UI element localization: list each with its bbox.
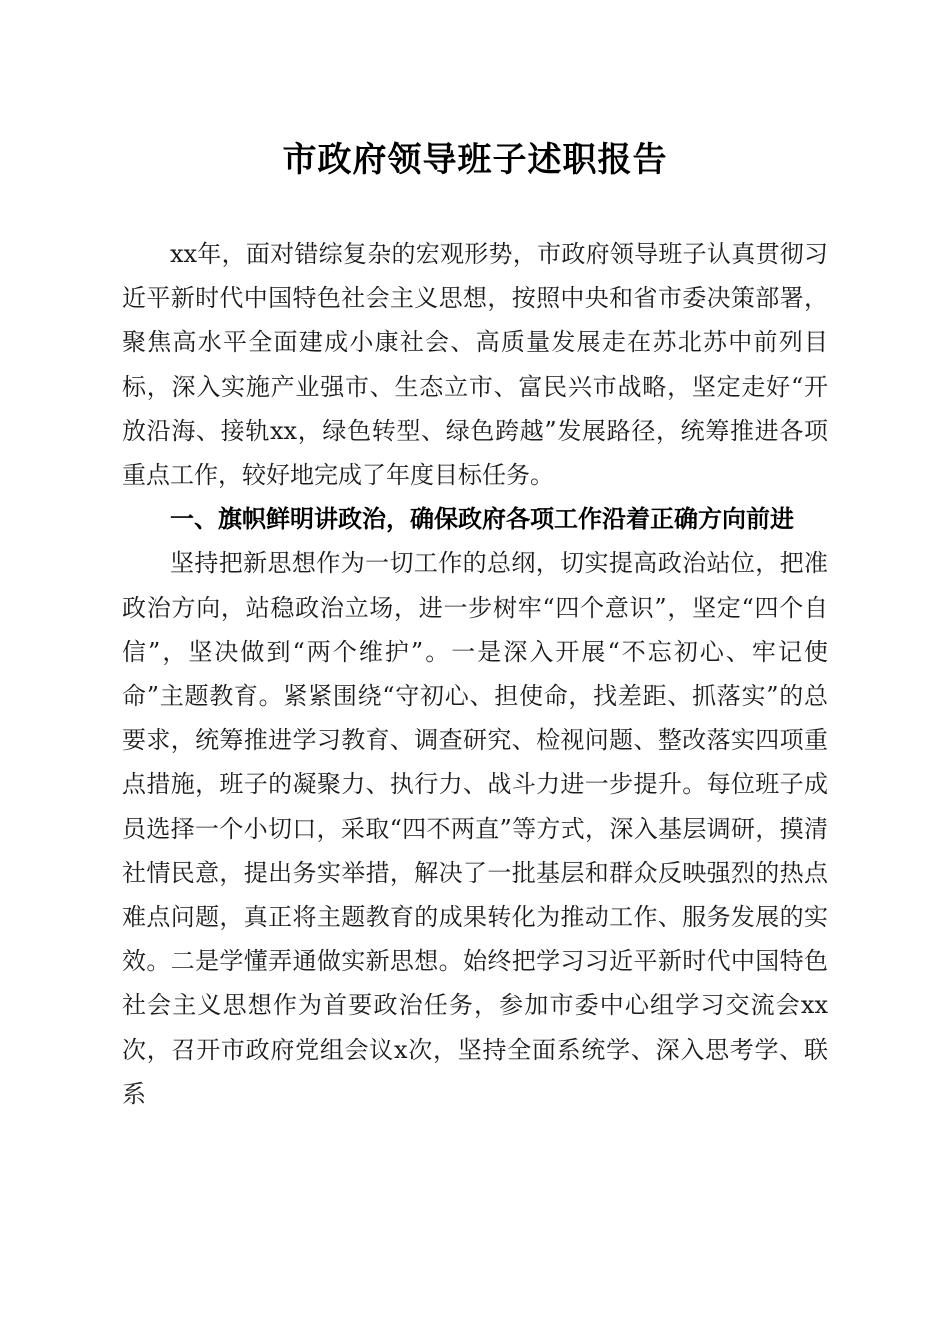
section-heading-1: 一、旗帜鲜明讲政治，确保政府各项工作沿着正确方向前进 (170, 505, 794, 534)
intro-paragraph: xx年，面对错综复杂的宏观形势，市政府领导班子认真贯彻习近平新时代中国特色社会主义思想，按照中央和省市委决策部署，聚焦高水平全面建成小康社会、高质量发展走在苏北苏中前列目标，深入实施产业强市、生态立市、富民兴市战略，坚定走好“开放沿海、接轨xx，绿色转型、绿色跨越”发展路径，统筹推进各项重点工作，较好地完成了年度目标任务。 (122, 240, 828, 490)
section-1-paragraph: 坚持把新思想作为一切工作的总纲，切实提高政治站位，把准政治方向，站稳政治立场，进一步树牢“四个意识”，坚定“四个自信”，坚决做到“两个维护”。一是深入开展“不忘初心、牢记使命”主题教育。紧紧围绕“守初心、担使命，找差距、抓落实”的总要求，统筹推进学习教育、调查研究、检视问题、整改落实四项重点措施，班子的凝聚力、执行力、战斗力进一步提升。每位班子成员选择一个小切口，采取“四不两直”等方式，深入基层调研，摸清社情民意，提出务实举措，解决了一批基层和群众反映强烈的热点难点问题，真正将主题教育的成果转化为推动工作、服务发展的实效。二是学懂弄通做实新思想。始终把学习习近平新时代中国特色社会主义思想作为首要政治任务，参加市委中心组学习交流会xx次，召开市政府党组会议x次，坚持全面系统学、深入思考学、联系 (122, 549, 828, 1108)
document-title: 市政府领导班子述职报告 (282, 140, 668, 180)
document-body (122, 232, 828, 1116)
